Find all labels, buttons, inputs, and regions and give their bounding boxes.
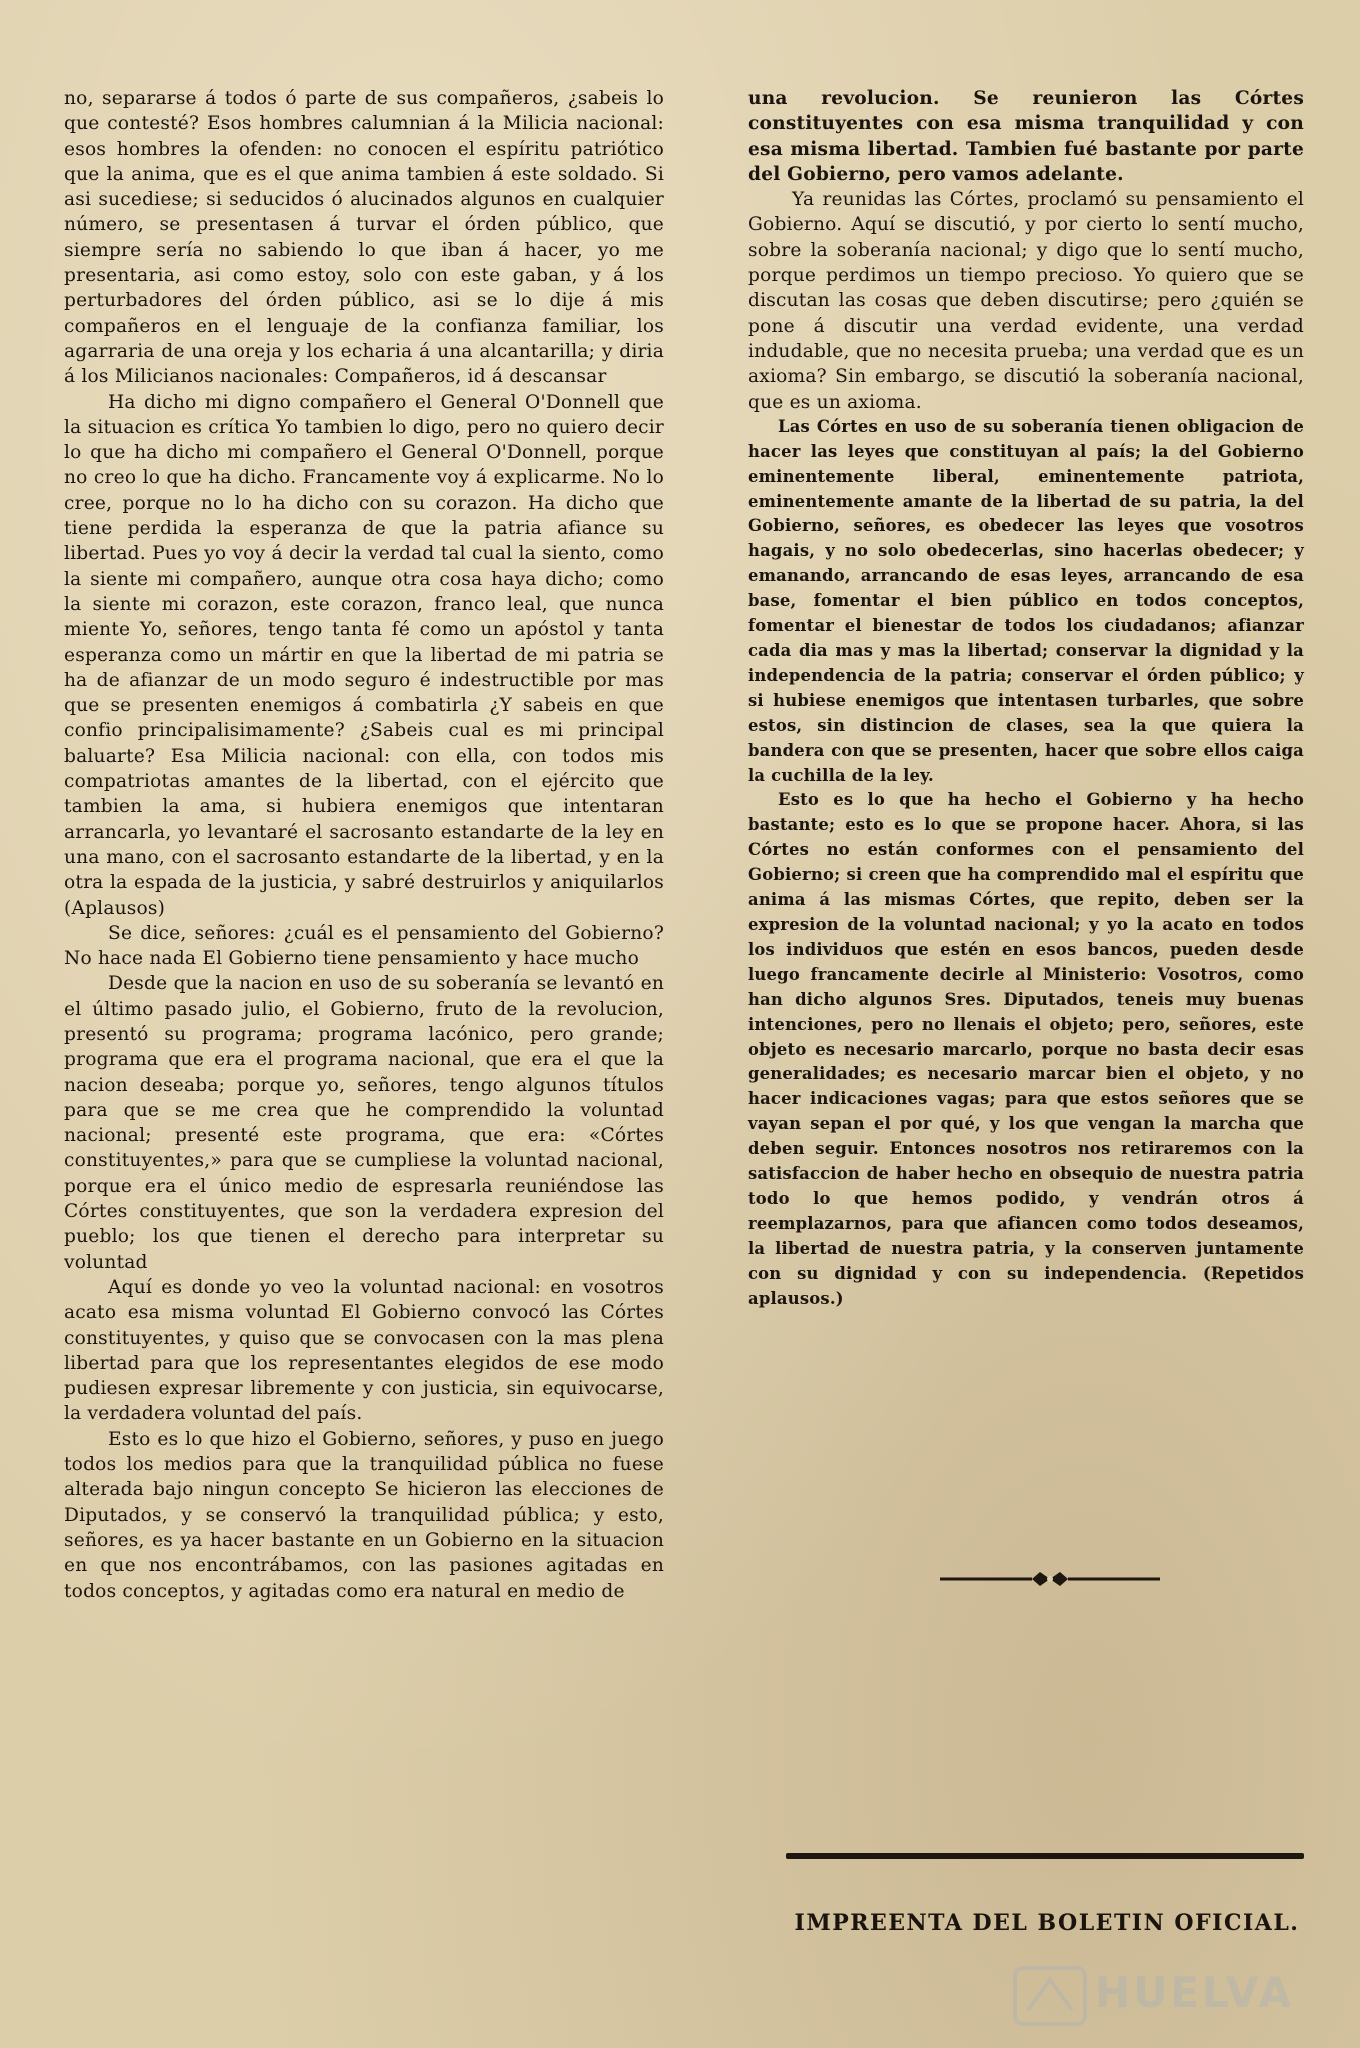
left-paragraph-5: Aquí es donde yo veo la voluntad nacional: en vosotros acato esa misma voluntad El Gobierno convocó las Córtes constituyentes, y quiso que se convocasen con la mas plena libertad para que los representantes elegidos de ese modo pudiesen expresar libremente y con justicia, sin equivocarse, la verdadera voluntad del país. [64, 1276, 664, 1425]
left-paragraph-3: Se dice, señores: ¿cuál es el pensamiento del Gobierno? No hace nada El Gobierno tiene pensamiento y hace mucho [64, 922, 664, 970]
right-paragraph-4: Esto es lo que ha hecho el Gobierno y ha hecho bastante; esto es lo que se propone hacer. Ahora, si las Córtes no están conformes con el pensamiento del Gobierno; si creen que ha comprendido mal el espíritu que anima á las mismas Córtes, que repito, deben ser la expresion de la voluntad nacional; y yo la acato en todos los individuos que estén en esos bancos, pueden desde luego francamente decirle al Ministerio: Vosotros, como han dicho algunos Sres. Diputados, teneis muy buenas intenciones, pero no llenais el objeto; pero, señores, este objeto es necesario marcarlo, porque no basta decir esas generalidades; es necesario marcar bien el objeto, y no hacer indicaciones vagas; para que estos señores que se vayan sepan el por qué, y los que vengan la marcha que deben seguir. Entonces nosotros nos retiraremos con la satisfaccion de haber hecho en obsequio de nuestra patria todo lo que hemos podido, y vendrán otros á reemplazarnos, para que afiancen como todos deseamos, la libertad de nuestra patria, y la conserven juntamente con su dignidad y con su independencia. (Repetidos aplausos.) [748, 790, 1304, 1308]
right-text-column [748, 86, 1304, 1311]
left-paragraph-2: Ha dicho mi digno compañero el General O'Donnell que la situacion es crítica Yo tambien lo digo, pero no quiero decir lo que ha dicho mi compañero el General O'Donnell, porque no creo lo que ha dicho. Francamente voy á explicarme. No lo cree, porque no lo ha dicho con su corazon. Ha dicho que tiene perdida la esperanza de que la patria afiance su libertad. Pues yo voy á decir la verdad tal cual la siento, como la siente mi compañero, aunque otra cosa haya dicho; como la siente mi corazon, este corazon, franco leal, que nunca miente Yo, señores, tengo tanta fé como un apóstol y tanta esperanza como un mártir en que la libertad de mi patria se ha de afianzar de un modo seguro é indestructible por mas que se presenten enemigos á combatirla ¿Y sabeis en que confio principalisimamente? ¿Sabeis cual es mi principal baluarte? Esa Milicia nacional: con ella, con todos mis compatriotas amantes de la libertad, con el ejército que tambien la ama, si hubiera enemigos que intentaran arrancarla, yo levantaré el sacrosanto estandarte de la ley en una mano, con el sacrosanto estandarte de la libertad, y en la otra la espada de la justicia, y sabré destruirlos y aniquilarlos (Aplausos) [64, 391, 664, 919]
left-paragraph-1: no, separarse á todos ó parte de sus compañeros, ¿sabeis lo que contesté? Esos hombres calumnian á la Milicia nacional: esos hombres la ofenden: no conocen el espíritu patriótico que la anima, que es el que anima tambien á este soldado. Si asi sucediese; si seducidos ó alucinados algunos en cualquier número, se presentasen á turvar el órden público, que siempre sería no sabiendo lo que iban á hacer, yo me presentaria, asi como estoy, solo con este gaban, y á los perturbadores del órden público, asi se lo dije á mis compañeros en el lenguaje de la confianza familiar, los agarraria de una oreja y los echaria á una alcantarilla; y diria á los Milicianos nacionales: Compañeros, id á descansar [64, 88, 664, 388]
right-paragraph-2: Ya reunidas las Córtes, proclamó su pensamiento el Gobierno. Aquí se discutió, y por cierto lo sentí mucho, sobre la soberanía nacional; y digo que lo sentí mucho, porque perdimos un tiempo precioso. Yo quiero que se discutan las cosas que deben discutirse; pero ¿quién se pone á discutir una verdad evidente, una verdad indudable, que no necesita prueba; una verdad que es un axioma? Sin embargo, se discutió la soberanía nacional, que es un axioma. [748, 189, 1304, 413]
left-paragraph-4: Desde que la nacion en uso de su soberanía se levantó en el último pasado julio, el Gobierno, fruto de la revolucion, presentó su programa; programa lacónico, pero grande; programa que era el programa nacional, que era el que la nacion deseaba; porque yo, señores, tengo algunos títulos para que se me crea que he comprendido la voluntad nacional; presenté este programa, que era: «Córtes constituyentes,» para que se cumpliese la voluntad nacional, porque era el único medio de espresarla reuniéndose las Córtes constituyentes, que son la verdadera expresion del pueblo; los que tienen el derecho para interpretar su voluntad [64, 973, 664, 1273]
left-text-column [64, 86, 664, 1604]
footer-rule [786, 1853, 1304, 1859]
watermark-text: HUELVA [1095, 1968, 1295, 2017]
ornament-divider-icon [940, 1568, 1160, 1590]
right-paragraph-1: una revolucion. Se reunieron las Córtes constituyentes con esa misma tranquilidad y con esa misma libertad. Tambien fué bastante por parte del Gobierno, pero vamos adelante. [748, 88, 1304, 185]
right-paragraph-3: Las Córtes en uso de su soberanía tienen obligacion de hacer las leyes que constituyan al país; la del Gobierno eminentemente liberal, eminentemente patriota, eminentemente amante de la libertad de su patria, la del Gobierno, señores, es obedecer las leyes que vosotros hagais, y no solo obedecerlas, sino hacerlas obedecer; y emanando, arrancando de esas leyes, arrancando de esa base, fomentar el bien público en todos conceptos, fomentar el bienestar de todos los ciudadanos; afianzar cada dia mas y mas la libertad; conservar la dignidad y la independencia de la patria; conservar el órden público; y si hubiese enemigos que intentasen turbarles, que sobre estos, sin distincion de clases, sea la que quiera la bandera con que se presenten, hacer que sobre ellos caiga la cuchilla de la ley. [748, 416, 1304, 785]
printer-imprint: IMPREENTA DEL BOLETIN OFICIAL. [794, 1910, 1300, 1936]
left-paragraph-6: Esto es lo que hizo el Gobierno, señores, y puso en juego todos los medios para que la tranquilidad pública no fuese alterada bajo ningun concepto Se hicieron las elecciones de Diputados, y se conservó la tranquilidad pública; y esto, señores, es ya hacer bastante en un Gobierno en la situacion en que nos encontrábamos, con las pasiones agitadas en todos conceptos, y agitadas como era natural en medio de [64, 1428, 664, 1602]
